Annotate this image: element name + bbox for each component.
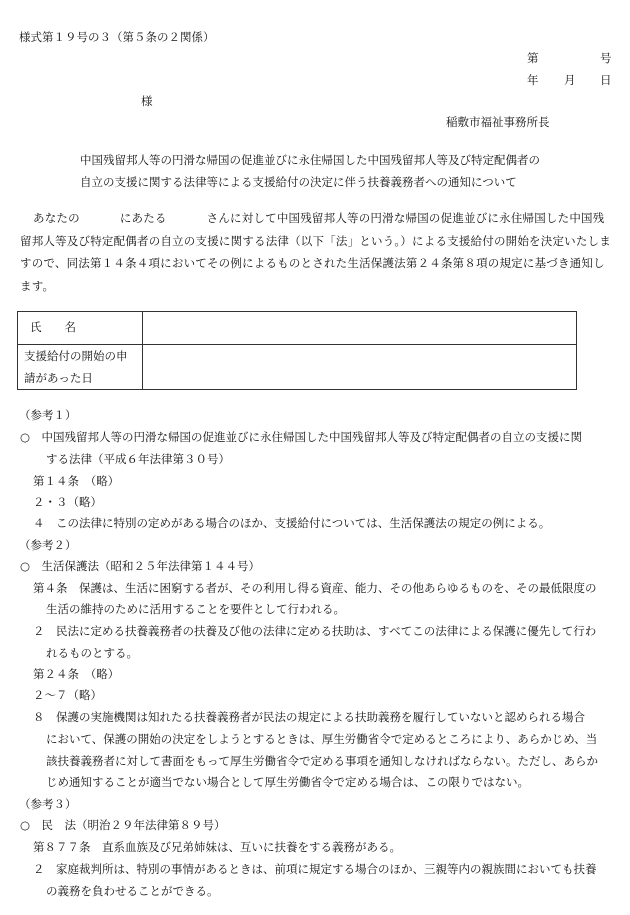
table-row xyxy=(18,312,577,345)
title-line-1: 中国残留邦人等の円滑な帰国の促進並びに永住帰国した中国残留邦人等及び特定配偶者の xyxy=(80,153,540,167)
name-value-cell xyxy=(143,312,577,345)
ref1-article-14-par23: ２・３（略） xyxy=(33,495,102,509)
table-row xyxy=(18,345,577,390)
title-line-2: 自立の支援に関する法律等による支援給付の決定に伴う扶養義務者への通知について xyxy=(80,175,517,189)
ref1-law-cont: する法律（平成６年法律第３０号） xyxy=(46,452,230,466)
ref2-article-24-par8-l4: じめ通知することが適当でない場合として厚生労働省令で定める場合は、この限りではない。 xyxy=(46,775,529,789)
ref2-law: ○ 生活保護法（昭和２５年法律第１４４号） xyxy=(20,559,261,573)
ref1-article-14-par4: ４ この法律に特別の定めがある場合のほか、支援給付については、生活保護法の規定の例による。 xyxy=(33,516,551,530)
application-date-label-cell: 支援給付の開始の申 請があった日 xyxy=(18,345,143,390)
ref2-article-24-par8-l1: ８ 保護の実施機関は知れたる扶養義務者が民法の規定による扶助義務を履行していないと認められる場合 xyxy=(33,710,585,724)
ref2-article-24: 第２４条 （略） xyxy=(33,667,120,681)
recipient-info-table xyxy=(17,311,577,390)
body-part-3: さんに対して中国残留邦人等の円滑な帰国の促進並びに永住帰国した中国残留邦人等及び特定配偶者の自立の支援に関する法律（以下「法」という。）による支援給付の開始を決定いたしますので、同法第１４条４項においてその例によるものとされた生活保護法第２４条第８項の規定に基づき通知します。 xyxy=(20,211,611,293)
document-number-label: 第 xyxy=(527,51,539,65)
ref1-law: ○ 中国残留邦人等の円滑な帰国の促進並びに永住帰国した中国残留邦人等及び特定配偶者の自立の支援に関 xyxy=(20,430,583,444)
ref1-title: （参考１） xyxy=(19,408,77,422)
date-year-label: 年 xyxy=(527,73,539,87)
application-date-value-cell xyxy=(143,345,577,390)
date-month-label: 月 xyxy=(564,73,576,87)
body-part-2: にあたる xyxy=(119,211,167,225)
ref1-article-14: 第１４条 （略） xyxy=(33,474,120,488)
body-part-1: あなたの xyxy=(33,211,80,225)
ref2-article-24-par8-l3: 該扶養義務者に対して書面をもって厚生労働省令で定める事項を通知しなければならない。ただし、あらか xyxy=(46,754,598,768)
form-number: 様式第１９号の３（第５条の２関係） xyxy=(19,30,215,44)
ref2-article-24-par8-l2: において、保護の開始の決定をしようとするときは、厚生労働省令で定めるところにより、あらかじめ、当 xyxy=(46,732,598,746)
notice-body xyxy=(20,207,612,297)
ref2-article-4-par2: ２ 民法に定める扶養義務者の扶養及び他の法律に定める扶助は、すべてこの法律による保護に優先して行わ xyxy=(33,624,597,638)
ref2-article-4-cont: 生活の維持のために活用することを要件として行われる。 xyxy=(46,602,345,616)
addressee-suffix: 様 xyxy=(141,94,153,108)
ref3-article-877: 第８７７条 直系血族及び兄弟姉妹は、互いに扶養をする義務がある。 xyxy=(33,840,401,854)
document-number-suffix: 号 xyxy=(600,51,612,65)
ref3-title: （参考３） xyxy=(19,797,77,811)
name-label-cell: 氏 名 xyxy=(18,312,143,345)
sender-name: 稲敷市福祉事務所長 xyxy=(446,115,550,129)
ref2-article-4-par2-cont: れるものとする。 xyxy=(46,646,138,660)
date-day-label: 日 xyxy=(600,73,612,87)
ref3-law: ○ 民 法（明治２９年法律第８９号） xyxy=(20,818,226,832)
ref3-article-877-par2-cont: の義務を負わせることができる。 xyxy=(46,884,219,898)
ref2-article-4: 第４条 保護は、生活に困窮する者が、その利用し得る資産、能力、その他あらゆるものを、その最低限度の xyxy=(33,581,597,595)
ref2-title: （参考２） xyxy=(19,538,77,552)
ref2-article-24-par2-7: ２～７（略） xyxy=(33,688,102,702)
ref3-article-877-par2: ２ 家庭裁判所は、特別の事情があるときは、前項に規定する場合のほか、三親等内の親族間においても扶養 xyxy=(33,862,597,876)
